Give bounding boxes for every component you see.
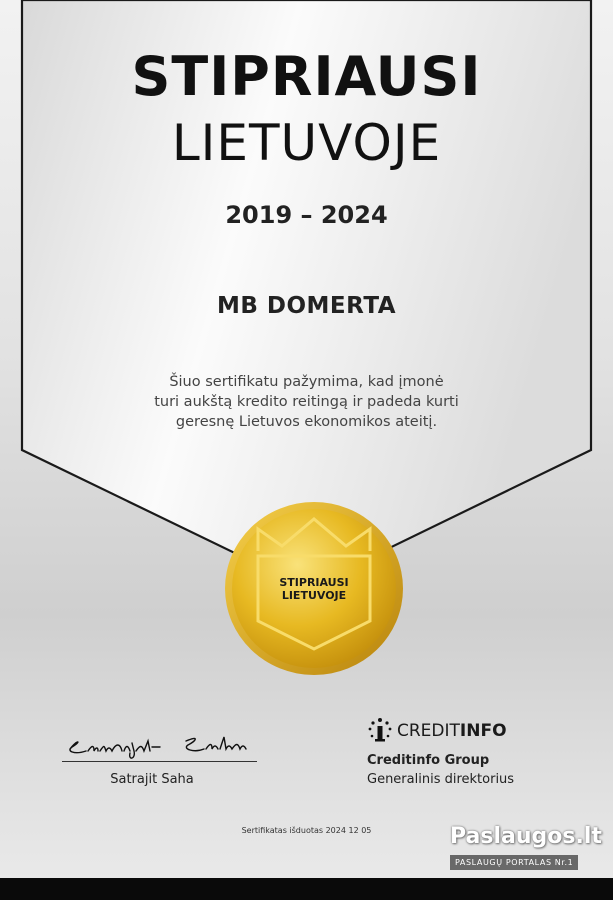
creditinfo-wordmark [397,721,507,741]
description-line: Šiuo sertifikatu pažymima, kad įmonė [169,374,444,390]
organization-role: Generalinis direktorius [367,772,515,787]
years-range: 2019 – 2024 [225,201,388,229]
description-line: geresnę Lietuvos ekonomikos ateitį. [175,414,438,430]
medal-line-1: STIPRIAUSI [279,576,349,589]
creditinfo-i-icon [367,717,393,743]
medal-label [224,576,404,602]
watermark-subtitle: PASLAUGŲ PORTALAS Nr.1 [450,855,578,870]
company-name: MB DOMERTA [216,293,397,319]
watermark [446,824,602,878]
certificate-description [150,372,463,432]
watermark-name: Paslaugos.lt [450,824,602,849]
organization-name: Creditinfo Group [367,753,490,768]
title-line-2: LIETUVOJE [171,114,442,172]
wordmark-bold: INFO [459,721,507,741]
signature-line [62,761,257,762]
medal-line-2: LIETUVOJE [281,589,347,602]
gold-medal [224,501,404,676]
issue-date: Sertifikatas išduotas 2024 12 05 [241,826,372,835]
title-line-1: STIPRIAUSI [131,45,482,108]
description-line: turi aukštą kredito reitingą ir padeda kurti [154,394,459,410]
handwritten-signature [64,731,254,761]
wordmark-light: CREDIT [397,721,460,741]
bottom-bar [0,878,613,900]
signer-name: Satrajit Saha [110,772,194,787]
